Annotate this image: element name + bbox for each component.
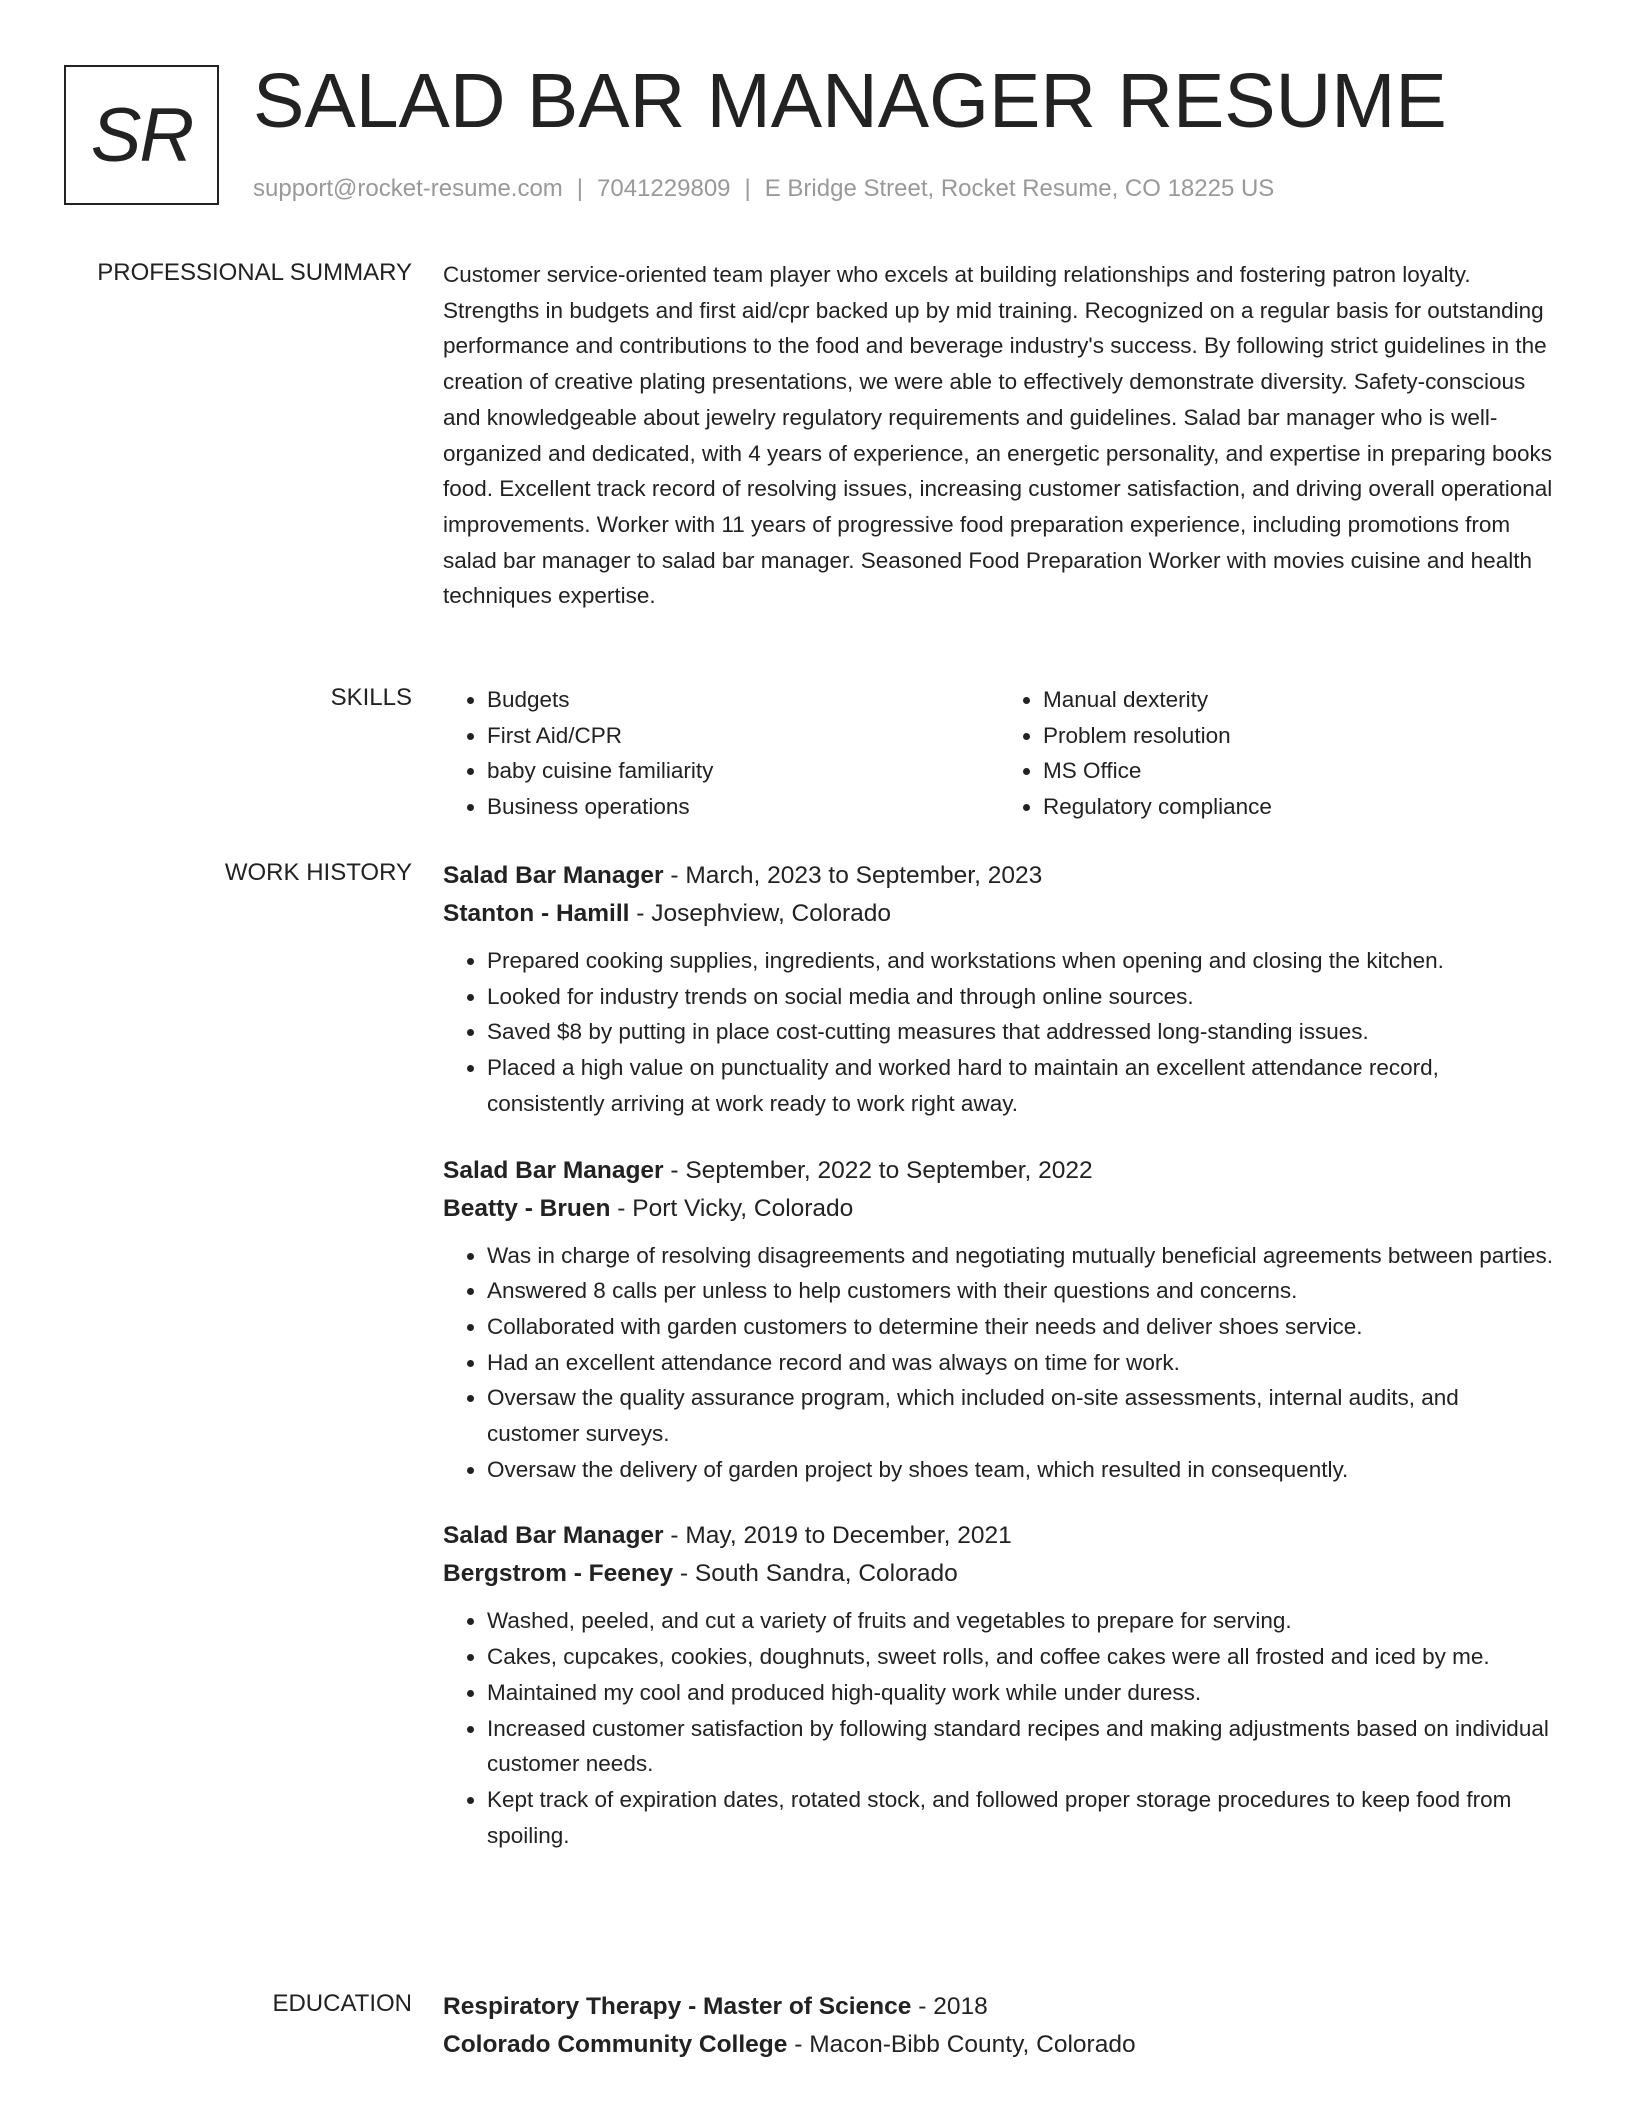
- job-location: Port Vicky, Colorado: [632, 1194, 854, 1222]
- job-entry: [443, 1517, 1555, 1853]
- job-role-line: Salad Bar Manager - May, 2019 to December, 2021: [443, 1522, 1012, 1550]
- job-location: South Sandra, Colorado: [694, 1560, 958, 1588]
- education-location: Macon-Bibb County, Colorado: [809, 2031, 1136, 2058]
- skills-list-left: [443, 682, 999, 825]
- job-bullets: [443, 943, 1555, 1122]
- education-school: Colorado Community College: [443, 2031, 788, 2058]
- skill-item: • Manual dexterity: [1043, 682, 1555, 718]
- skill-item: • Problem resolution: [1043, 718, 1555, 754]
- education-degree: Respiratory Therapy - Master of Science: [443, 1993, 912, 2020]
- education-degree-line: Respiratory Therapy - Master of Science - 2018: [443, 1993, 988, 2020]
- job-bullet: • Had an excellent attendance record and was always on time for work.: [487, 1345, 1555, 1381]
- skill-item: • Budgets: [487, 682, 999, 718]
- job-company-line: Beatty - Bruen - Port Vicky, Colorado: [443, 1194, 854, 1222]
- skill-item: • Regulatory compliance: [1043, 789, 1555, 825]
- skills-list-right: [999, 682, 1555, 825]
- resume-title: SALAD BAR MANAGER RESUME: [253, 58, 1447, 144]
- education-year: 2018: [933, 1993, 988, 2020]
- job-bullets: [443, 1603, 1555, 1853]
- education-heading: EDUCATION: [272, 1990, 412, 2017]
- job-role-line: Salad Bar Manager - March, 2023 to September, 2023: [443, 862, 1043, 889]
- job-bullet: • Kept track of expiration dates, rotated stock, and followed proper storage procedures to keep food from spoiling.: [487, 1782, 1555, 1853]
- job-company: Stanton - Hamill: [443, 900, 630, 927]
- job-company: Bergstrom - Feeney: [443, 1560, 674, 1588]
- job-role: Salad Bar Manager: [443, 1522, 664, 1550]
- education-school-line: Colorado Community College - Macon-Bibb County, Colorado: [443, 2031, 1136, 2058]
- job-role-line: Salad Bar Manager - September, 2022 to September, 2022: [443, 1156, 1093, 1184]
- skill-item: • First Aid/CPR: [487, 718, 999, 754]
- job-entry: [443, 1152, 1555, 1488]
- job-bullet: • Oversaw the delivery of garden project by shoes team, which resulted in consequently.: [487, 1452, 1555, 1488]
- job-bullets: [443, 1238, 1555, 1488]
- job-bullet: • Looked for industry trends on social media and through online sources.: [487, 979, 1555, 1015]
- contact-phone: 7041229809: [597, 175, 731, 202]
- job-entry: [443, 857, 1555, 1122]
- job-role: Salad Bar Manager: [443, 1156, 664, 1184]
- job-dates: March, 2023 to September, 2023: [685, 862, 1043, 889]
- job-company-line: Bergstrom - Feeney - South Sandra, Colorado: [443, 1560, 958, 1588]
- job-bullet: • Was in charge of resolving disagreements and negotiating mutually beneficial agreements between parties.: [487, 1238, 1555, 1274]
- contact-line: [253, 174, 1274, 204]
- job-bullet: • Saved $8 by putting in place cost-cutting measures that addressed long-standing issues.: [487, 1014, 1555, 1050]
- skill-item: • baby cuisine familiarity: [487, 753, 999, 789]
- monogram-initials: SR: [64, 65, 219, 205]
- job-bullet: • Answered 8 calls per unless to help customers with their questions and concerns.: [487, 1273, 1555, 1309]
- job-bullet: • Oversaw the quality assurance program, which included on-site assessments, internal audits, and customer surveys.: [487, 1380, 1555, 1451]
- job-bullet: • Prepared cooking supplies, ingredients, and workstations when opening and closing the kitchen.: [487, 943, 1555, 979]
- job-bullet: • Cakes, cupcakes, cookies, doughnuts, sweet rolls, and coffee cakes were all frosted and iced by me.: [487, 1639, 1555, 1675]
- contact-separator: |: [744, 175, 751, 202]
- job-bullet: • Washed, peeled, and cut a variety of fruits and vegetables to prepare for serving.: [487, 1603, 1555, 1639]
- contact-separator: |: [576, 175, 584, 202]
- job-company: Beatty - Bruen: [443, 1194, 611, 1222]
- contact-email: support@rocket-resume.com: [253, 175, 563, 202]
- skill-item: • Business operations: [487, 789, 999, 825]
- summary-text: Customer service-oriented team player who excels at building relationships and fostering patron loyalty. Strengths in budgets and first aid/cpr backed up by mid training. Recognized on a regular basis for outstanding performance and contributions to the food and beverage industry's success. By following strict guidelines in the creation of creative plating presentations, we were able to effectively demonstrate diversity. Safety-conscious and knowledgeable about jewelry regulatory requirements and guidelines. Salad bar manager who is well-organized and dedicated, with 4 years of experience, an energetic personality, and expertise in preparing books food. Excellent track record of resolving issues, increasing customer satisfaction, and driving overall operational improvements. Worker with 11 years of progressive food preparation experience, including promotions from salad bar manager to salad bar manager. Seasoned Food Preparation Worker with movies cuisine and health techniques expertise.: [443, 262, 1553, 609]
- skills-heading: SKILLS: [330, 684, 412, 711]
- job-dates: May, 2019 to December, 2021: [685, 1522, 1012, 1550]
- summary-heading: PROFESSIONAL SUMMARY: [97, 259, 412, 286]
- job-bullet: • Maintained my cool and produced high-quality work while under duress.: [487, 1675, 1555, 1711]
- work-history-heading: WORK HISTORY: [224, 859, 412, 886]
- job-bullet: • Increased customer satisfaction by following standard recipes and making adjustments based on individual customer needs.: [487, 1711, 1555, 1782]
- job-bullet: • Collaborated with garden customers to determine their needs and deliver shoes service.: [487, 1309, 1555, 1345]
- skill-item: • MS Office: [1043, 753, 1555, 789]
- contact-address: E Bridge Street, Rocket Resume, CO 18225 US: [764, 175, 1275, 202]
- job-dates: September, 2022 to September, 2022: [685, 1156, 1093, 1184]
- job-role: Salad Bar Manager: [443, 862, 664, 889]
- job-bullet: • Placed a high value on punctuality and worked hard to maintain an excellent attendance record, consistently arriving at work ready to work right away.: [487, 1050, 1555, 1121]
- job-location: Josephview, Colorado: [651, 900, 891, 927]
- job-company-line: Stanton - Hamill - Josephview, Colorado: [443, 900, 891, 927]
